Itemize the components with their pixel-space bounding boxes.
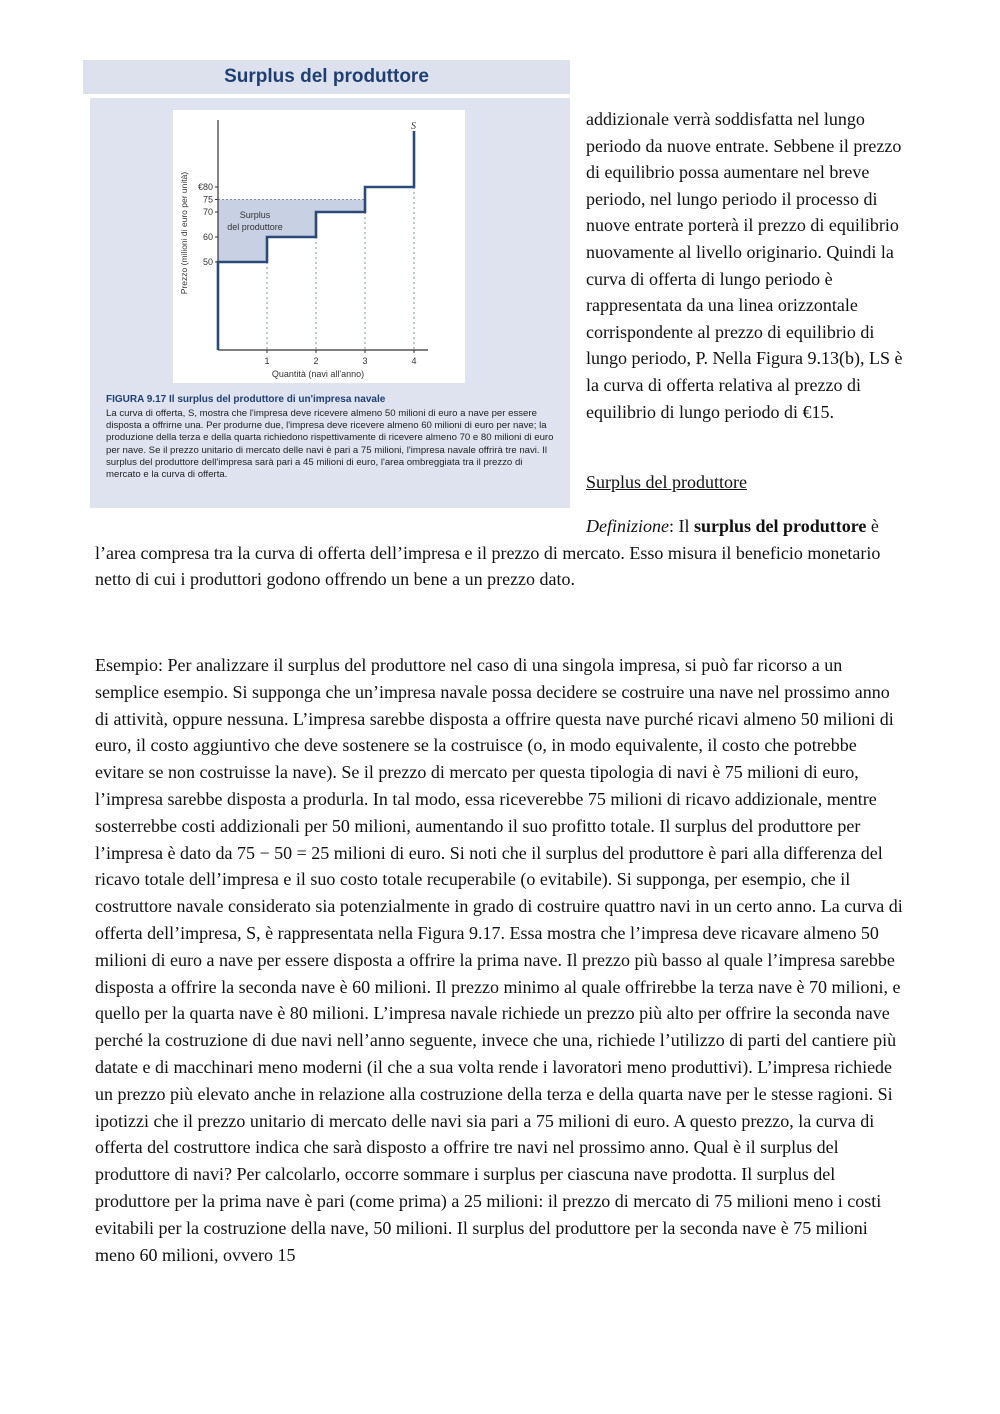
surplus-area-label: del produttore: [227, 222, 283, 232]
x-tick-label: 2: [313, 356, 319, 366]
x-axis-title: Quantità (navi all'anno): [271, 369, 365, 379]
figure-title-bar: [83, 60, 570, 94]
definition-colon: : Il: [669, 516, 694, 536]
supply-curve-label: S: [411, 121, 416, 132]
section-heading: Surplus del produttore: [586, 472, 747, 492]
figure-caption-title: FIGURA 9.17 Il surplus del produttore di un'impresa navale: [106, 394, 386, 405]
figure-title: Surplus del produttore: [224, 66, 429, 87]
y-tick-label: 70: [202, 207, 213, 217]
x-tick-label: 4: [411, 356, 417, 366]
figure-caption-body: La curva di offerta, S, mostra che l'impresa deve ricevere almeno 50 milioni di euro a nave per essere disposta a offrirne una. Per produrne due, l'impresa deve ricevere almeno 60 milioni di euro per nave; la produzione della terza e della quarta richiedono rispettivamente di ricevere almeno 70 e 80 milioni di euro per nave. Se il prezzo unitario di mercato delle navi è pari a 75 milioni, l'impresa navale offrirà tre navi. Il surplus del produttore dell'impresa sarà pari a 45 milioni di euro, l'area ombreggiata tra il prezzo di mercato e la curva di offerta.: [106, 408, 554, 481]
y-tick-label: 75: [202, 194, 213, 205]
figure-panel: [90, 98, 570, 508]
x-tick-label: 3: [362, 356, 368, 366]
y-tick-label: 50: [202, 257, 213, 267]
x-tick-label: 1: [264, 356, 270, 366]
figure-9-17: [83, 60, 570, 508]
right-column-paragraph: addizionale verrà soddisfatta nel lungo periodo da nuove entrate. Sebbene il prezzo di equilibrio possa aumentare nel breve periodo, nel lungo periodo il processo di nuove entrate porterà il prezzo di equilibrio nuovamente al livello originario. Quindi la curva di offerta di lungo periodo è rappresentata da una linea orizzontale corrispondente al prezzo di equilibrio di lungo periodo, P. Nella Figura 9.13(b), LS è la curva di offerta relativa al prezzo di equilibrio di lungo periodo di €15.: [586, 109, 903, 422]
example-paragraph: Esempio: Per analizzare il surplus del produttore nel caso di una singola impresa, si può far ricorso a un semplice esempio. Si supponga che un’impresa navale possa decidere se costruire una nave nel prossimo anno di attività, oppure nessuna. L’impresa sarebbe disposta a offrire questa nave purché ricavi almeno 50 milioni di euro, il costo aggiuntivo che deve sostenere se la costruisce (o, in modo equivalente, il costo che potrebbe evitare se non costruisse la nave). Se il prezzo di mercato per questa tipologia di navi è 75 milioni di euro, l’impresa sarebbe disposta a produrla. In tal modo, essa riceverebbe 75 milioni di ricavo addizionale, mentre sosterrebbe costi addizionali per 50 milioni, aumentando il suo profitto totale. Il surplus del produttore per l’impresa è dato da 75 − 50 = 25 milioni di euro. Si noti che il surplus del produttore è pari alla differenza del ricavo totale dell’impresa e il suo costo totale recuperabile (o evitabile). Si supponga, per esempio, che il costruttore navale considerato sia potenzialmente in grado di costruire quattro navi in un certo anno. La curva di offerta dell’impresa, S, è rappresentata nella Figura 9.17. Essa mostra che l’impresa deve ricavare almeno 50 milioni di euro a nave per essere disposta a offrire la prima nave. Il prezzo più basso al quale l’impresa sarebbe disposta a offrire la seconda nave è 60 milioni. Il prezzo minimo al quale offrirebbe la terza nave è 70 milioni, e quello per la quarta nave è 80 milioni. L’impresa navale richiede un prezzo più alto per offrire la seconda nave perché la costruzione di due navi nell’anno seguente, invece che una, richiede l’utilizzo di parti del cantiere più datate e di macchinari meno moderni (il che a sua volta rende i lavoratori meno produttivi). L’impresa richiede un prezzo più elevato anche in relazione alla costruzione della terza e della quarta nave per le stesse ragioni. Si ipotizzi che il prezzo unitario di mercato delle navi sia pari a 75 milioni di euro. A questo prezzo, la curva di offerta del costruttore indica che sarà disposto a offrire tre navi nel prossimo anno. Qual è il surplus del produttore di navi? Per calcolarlo, occorre sommare i surplus per ciascuna nave prodotta. Il surplus del produttore per la prima nave è pari (come prima) a 25 milioni: il prezzo di mercato di 75 milioni meno i costi evitabili per la costruzione della nave, 50 milioni. Il surplus del produttore per la seconda nave è 75 milioni meno 60 milioni, ovvero 15: [95, 655, 903, 1265]
y-tick-label: €80: [197, 182, 213, 192]
y-tick-label: 60: [202, 232, 213, 242]
y-axis-title: Prezzo (milioni di euro per unità): [179, 171, 189, 295]
definition-paragraph: [95, 513, 907, 593]
definition-text: è l’area compresa tra la curva di offerta dell’impresa e il prezzo di mercato. Esso misura il beneficio monetario netto di cui i produttori godono offrendo un bene a un prezzo dato.: [95, 516, 881, 590]
definition-label: Definizione: [586, 516, 669, 536]
surplus-area-label: Surplus: [239, 210, 271, 220]
definition-term: surplus del produttore: [694, 516, 867, 536]
